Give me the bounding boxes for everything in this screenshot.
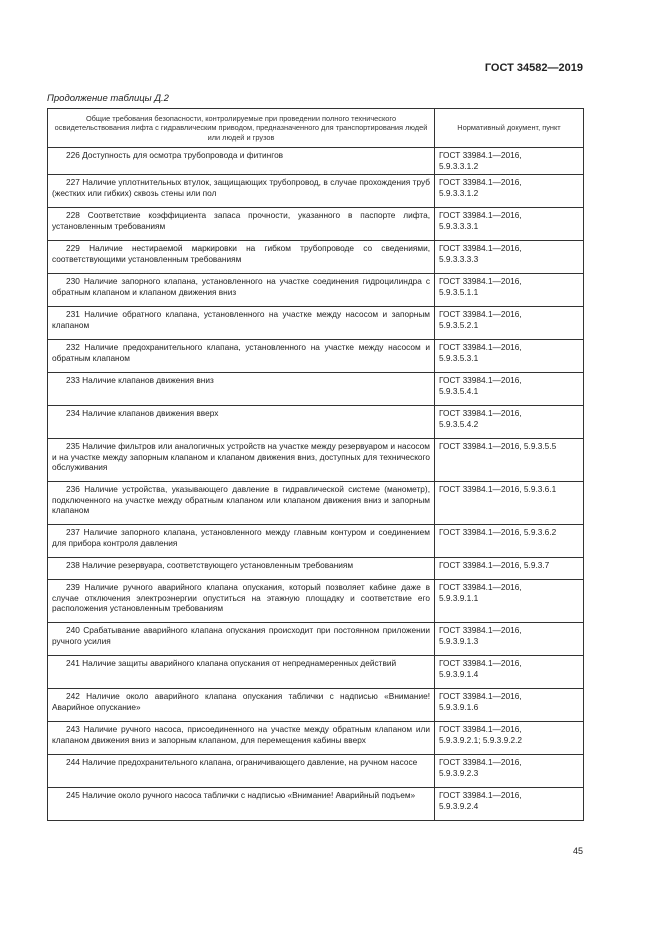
requirement-text: Наличие запорного клапана, установленного между главным контуром и соединением для прибора контроля давления [52, 527, 430, 548]
reference-line-1: ГОСТ 33984.1—2016, 5.9.3.7 [439, 560, 550, 571]
requirement-text: Наличие клапанов движения вверх [82, 408, 219, 419]
requirement-text: Наличие предохранительного клапана, установленного на участке между насосом и обратным клапаном [52, 342, 430, 363]
reference-line-1: ГОСТ 33984.1—2016, [439, 408, 522, 419]
reference-line-2: 5.9.3.9.1.4 [439, 668, 479, 679]
reference-line-1: ГОСТ 33984.1—2016, [439, 342, 522, 353]
requirement-cell [48, 406, 435, 439]
row-number: 244 [66, 757, 80, 768]
requirement-cell [48, 525, 435, 558]
requirement-text: Доступность для осмотра трубопровода и фитингов [82, 150, 284, 161]
table-row [48, 241, 584, 274]
reference-line-1: ГОСТ 33984.1—2016, [439, 276, 522, 287]
requirement-cell [48, 208, 435, 241]
reference-line-1: ГОСТ 33984.1—2016, [439, 150, 522, 161]
reference-line-1: ГОСТ 33984.1—2016, [439, 724, 522, 735]
reference-line-2: 5.9.3.9.1.6 [439, 701, 479, 712]
requirement-text: Наличие устройства, указывающего давление в гидравлической системе (манометр), подключенного на участке между обратным клапаном или клапаном движения вниз и запорным клапаном [52, 484, 430, 516]
table-row [48, 307, 584, 340]
reference-line-2: 5.9.3.9.1.1 [439, 592, 479, 603]
reference-line-2: 5.9.3.5.1.1 [439, 286, 479, 297]
requirement-text: Соответствие коэффициента запаса прочности, указанного в паспорте лифта, установленным требованиям [52, 210, 430, 231]
requirement-cell [48, 623, 435, 656]
row-number: 234 [66, 408, 80, 419]
row-number: 235 [66, 441, 80, 452]
reference-line-1: ГОСТ 33984.1—2016, [439, 582, 522, 593]
reference-line-1: ГОСТ 33984.1—2016, [439, 309, 522, 320]
reference-line-1: ГОСТ 33984.1—2016, 5.9.3.5.5 [439, 441, 557, 452]
requirement-cell [48, 689, 435, 722]
document-reference-cell [435, 274, 584, 307]
requirement-text: Наличие около аварийного клапана опускания таблички с надписью «Внимание! Аварийное опускание» [52, 691, 430, 712]
reference-line-1: ГОСТ 33984.1—2016, [439, 658, 522, 669]
document-reference-cell [435, 689, 584, 722]
requirement-text: Наличие запорного клапана, установленного на участке соединения гидроцилиндра с обратным клапаном и клапаном движения вниз [52, 276, 430, 297]
row-number: 239 [66, 582, 80, 593]
reference-line-2: 5.9.3.9.2.1; 5.9.3.9.2.2 [439, 734, 523, 745]
requirement-text: Наличие ручного насоса, присоединенного на участке между обратным клапаном или клапаном движения вниз и запорным клапаном, для перемещения кабины вверх [52, 724, 430, 745]
requirement-text: Наличие ручного аварийного клапана опускания, который позволяет кабине даже в случае отключения электроэнергии опуститься на этажную площадку и соответствие его расположения установленным требованиям [52, 582, 430, 614]
requirement-cell [48, 482, 435, 525]
requirement-text: Наличие уплотнительных втулок, защищающих трубопровод, в случае прохождения труб (жестких или гибких) сквозь стены или пол [52, 177, 430, 198]
requirement-text: Наличие защиты аварийного клапана опускания от непреднамеренных действий [82, 658, 397, 669]
reference-line-2: 5.9.3.5.2.1 [439, 319, 479, 330]
reference-line-2: 5.9.3.5.3.1 [439, 352, 479, 363]
row-number: 238 [66, 560, 80, 571]
requirement-cell [48, 788, 435, 821]
reference-line-1: ГОСТ 33984.1—2016, [439, 625, 522, 636]
reference-line-1: ГОСТ 33984.1—2016, [439, 757, 522, 768]
reference-line-1: ГОСТ 33984.1—2016, [439, 243, 522, 254]
document-reference-cell [435, 406, 584, 439]
table-row [48, 373, 584, 406]
reference-line-2: 5.9.3.3.1.2 [439, 187, 479, 198]
row-number: 229 [66, 243, 80, 254]
row-number: 245 [66, 790, 80, 801]
reference-line-2: 5.9.3.3.3.1 [439, 220, 479, 231]
table-row [48, 580, 584, 623]
table-row [48, 208, 584, 241]
requirement-text: Наличие обратного клапана, установленного на участке между насосом и запорным клапаном [52, 309, 431, 330]
requirement-text: Наличие фильтров или аналогичных устройств на участке между резервуаром и насосом и на участке между запорным клапаном и клапаном движения вниз, доступных для технического обслуживания [52, 441, 430, 473]
table-caption: Продолжение таблицы Д.2 [47, 93, 169, 104]
requirement-cell [48, 580, 435, 623]
requirements-table [47, 108, 584, 821]
requirement-cell [48, 241, 435, 274]
table-row [48, 482, 584, 525]
requirement-cell [48, 148, 435, 175]
page-number: 45 [572, 846, 583, 856]
requirement-cell [48, 656, 435, 689]
requirement-cell [48, 175, 435, 208]
requirement-cell [48, 340, 435, 373]
reference-line-2: 5.9.3.9.2.3 [439, 767, 479, 778]
table-row [48, 722, 584, 755]
table-row [48, 755, 584, 788]
reference-line-1: ГОСТ 33984.1—2016, [439, 691, 522, 702]
table-row [48, 340, 584, 373]
document-reference-cell [435, 755, 584, 788]
reference-line-1: ГОСТ 33984.1—2016, [439, 177, 522, 188]
table-row [48, 525, 584, 558]
requirement-cell [48, 439, 435, 482]
reference-line-2: 5.9.3.5.4.2 [439, 418, 479, 429]
document-reference-cell [435, 148, 584, 175]
table-row [48, 406, 584, 439]
row-number: 243 [66, 724, 80, 735]
reference-line-2: 5.9.3.9.2.4 [439, 800, 479, 811]
column-header-requirements: Общие требования безопасности, контролируемые при проведении полного технического освидетельствования лифта с гидравлическим приводом, предназначенного для транспортирования людей или людей и грузов [48, 109, 435, 148]
row-number: 241 [66, 658, 80, 669]
requirement-text: Срабатывание аварийного клапана опускания происходит при постоянном приложении ручного усилия [52, 625, 430, 646]
table-row [48, 656, 584, 689]
row-number: 231 [66, 309, 80, 320]
table-row [48, 274, 584, 307]
document-reference-cell [435, 558, 584, 580]
requirement-cell [48, 722, 435, 755]
row-number: 227 [66, 177, 80, 188]
row-number: 230 [66, 276, 80, 287]
row-number: 232 [66, 342, 80, 353]
row-number: 233 [66, 375, 80, 386]
document-reference-cell [435, 482, 584, 525]
requirement-text: Наличие около ручного насоса таблички с надписью «Внимание! Аварийный подъем» [82, 790, 416, 801]
standard-designation: ГОСТ 34582—2019 [484, 62, 583, 74]
row-number: 242 [66, 691, 80, 702]
document-reference-cell [435, 208, 584, 241]
table-row [48, 175, 584, 208]
reference-line-2: 5.9.3.9.1.3 [439, 635, 479, 646]
reference-line-2: 5.9.3.5.4.1 [439, 385, 479, 396]
document-reference-cell [435, 623, 584, 656]
reference-line-2: 5.9.3.3.1.2 [439, 160, 479, 171]
table-header-row [48, 109, 584, 148]
requirement-cell [48, 755, 435, 788]
reference-line-1: ГОСТ 33984.1—2016, [439, 790, 522, 801]
row-number: 228 [66, 210, 80, 221]
document-reference-cell [435, 241, 584, 274]
table-row [48, 439, 584, 482]
requirement-cell [48, 373, 435, 406]
document-reference-cell [435, 307, 584, 340]
document-reference-cell [435, 656, 584, 689]
document-reference-cell [435, 580, 584, 623]
table-row [48, 558, 584, 580]
reference-line-2: 5.9.3.3.3.3 [439, 253, 479, 264]
requirement-text: Наличие клапанов движения вниз [82, 375, 214, 386]
requirement-cell [48, 307, 435, 340]
document-reference-cell [435, 722, 584, 755]
row-number: 240 [66, 625, 80, 636]
requirement-cell [48, 274, 435, 307]
requirement-text: Наличие нестираемой маркировки на гибком трубопроводе со сведениями, соответствующими установленным требованиям [52, 243, 431, 264]
row-number: 236 [66, 484, 80, 495]
row-number: 237 [66, 527, 80, 538]
table-row [48, 623, 584, 656]
table-row [48, 689, 584, 722]
table-row [48, 148, 584, 175]
document-reference-cell [435, 175, 584, 208]
document-reference-cell [435, 340, 584, 373]
table-row [48, 788, 584, 821]
reference-line-1: ГОСТ 33984.1—2016, [439, 375, 522, 386]
reference-line-1: ГОСТ 33984.1—2016, [439, 210, 522, 221]
document-reference-cell [435, 439, 584, 482]
requirement-text: Наличие резервуара, соответствующего установленным требованиям [82, 560, 354, 571]
requirement-text: Наличие предохранительного клапана, ограничивающего давление, на ручном насосе [82, 757, 418, 768]
requirement-cell [48, 558, 435, 580]
reference-line-1: ГОСТ 33984.1—2016, 5.9.3.6.2 [439, 527, 557, 538]
reference-line-1: ГОСТ 33984.1—2016, 5.9.3.6.1 [439, 484, 557, 495]
document-reference-cell [435, 525, 584, 558]
document-reference-cell [435, 788, 584, 821]
document-reference-cell [435, 373, 584, 406]
column-header-document: Нормативный документ, пункт [435, 109, 584, 148]
row-number: 226 [66, 150, 80, 161]
